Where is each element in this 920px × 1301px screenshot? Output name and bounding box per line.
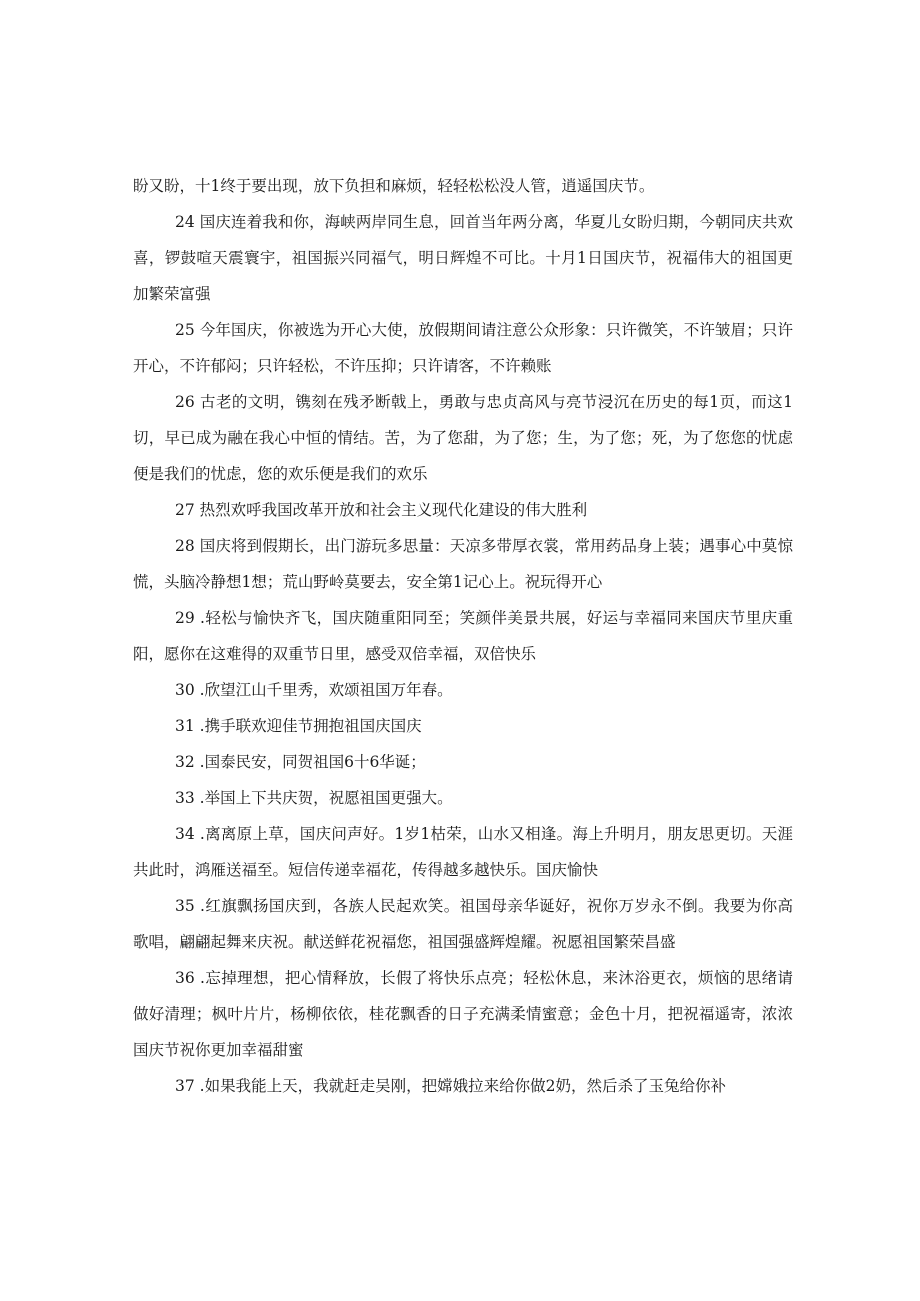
document-body: [133, 168, 793, 1104]
paragraph-33: 33 .举国上下共庆贺，祝愿祖国更强大。: [175, 789, 453, 807]
paragraph-28: 28 国庆将到假期长，出门游玩多思量：天凉多带厚衣裳，常用药品身上装；遇事心中莫惊慌，头脑冷静想1想；荒山野岭莫要去，安全第1记心上。祝玩得开心: [133, 537, 793, 591]
paragraph-35: 35 .红旗飘扬国庆到，各族人民起欢笑。祖国母亲华诞好，祝你万岁永不倒。我要为你高歌唱，翩翩起舞来庆祝。献送鲜花祝福您，祖国强盛辉煌耀。祝愿祖国繁荣昌盛: [133, 897, 793, 951]
paragraph-27: 27 热烈欢呼我国改革开放和社会主义现代化建设的伟大胜利: [175, 501, 588, 519]
paragraph-continuation: 盼又盼，十1终于要出现，放下负担和麻烦，轻轻松松没人管，逍遥国庆节。: [133, 177, 655, 195]
paragraph-36: 36 .忘掉理想，把心情释放，长假了将快乐点亮；轻松休息，来沐浴更衣，烦恼的思绪请做好清理；枫叶片片，杨柳依依，桂花飘香的日子充满柔情蜜意；金色十月，把祝福遥寄，浓浓国庆节祝你更加幸福甜蜜: [133, 969, 793, 1059]
paragraph-29: 29 .轻松与愉快齐飞，国庆随重阳同至；笑颜伴美景共展，好运与幸福同来国庆节里庆重阳，愿你在这难得的双重节日里，感受双倍幸福，双倍快乐: [133, 609, 793, 663]
paragraph-26: 26 古老的文明，镌刻在残矛断戟上，勇敢与忠贞高风与亮节浸沉在历史的每1页，而这1切，早已成为融在我心中恒的情结。苦，为了您甜，为了您；生，为了您；死，为了您您的忧虑便是我们的忧虑，您的欢乐便是我们的欢乐: [133, 393, 793, 483]
paragraph-34: 34 .离离原上草，国庆问声好。1岁1枯荣，山水又相逢。海上升明月，朋友思更切。天涯共此时，鸿雁送福至。短信传递幸福花，传得越多越快乐。国庆愉快: [133, 825, 793, 879]
paragraph-31: 31 .携手联欢迎佳节拥抱祖国庆国庆: [175, 717, 422, 735]
paragraph-25: 25 今年国庆，你被选为开心大使，放假期间请注意公众形象：只许微笑，不许皱眉；只许开心，不许郁闷；只许轻松，不许压抑；只许请客，不许赖账: [133, 321, 793, 375]
paragraph-37: 37 .如果我能上天，我就赶走吴刚，把嫦娥拉来给你做2奶，然后杀了玉兔给你补: [175, 1077, 726, 1095]
paragraph-30: 30 .欣望江山千里秀，欢颂祖国万年春。: [175, 681, 453, 699]
paragraph-32: 32 .国泰民安，同贺祖国6十6华诞；: [175, 753, 426, 771]
paragraph-24: 24 国庆连着我和你，海峡两岸同生息，回首当年两分离，华夏儿女盼归期，今朝同庆共欢喜，锣鼓喧天震寰宇，祖国振兴同福气，明日辉煌不可比。十月1日国庆节，祝福伟大的祖国更加繁荣富强: [133, 213, 793, 303]
